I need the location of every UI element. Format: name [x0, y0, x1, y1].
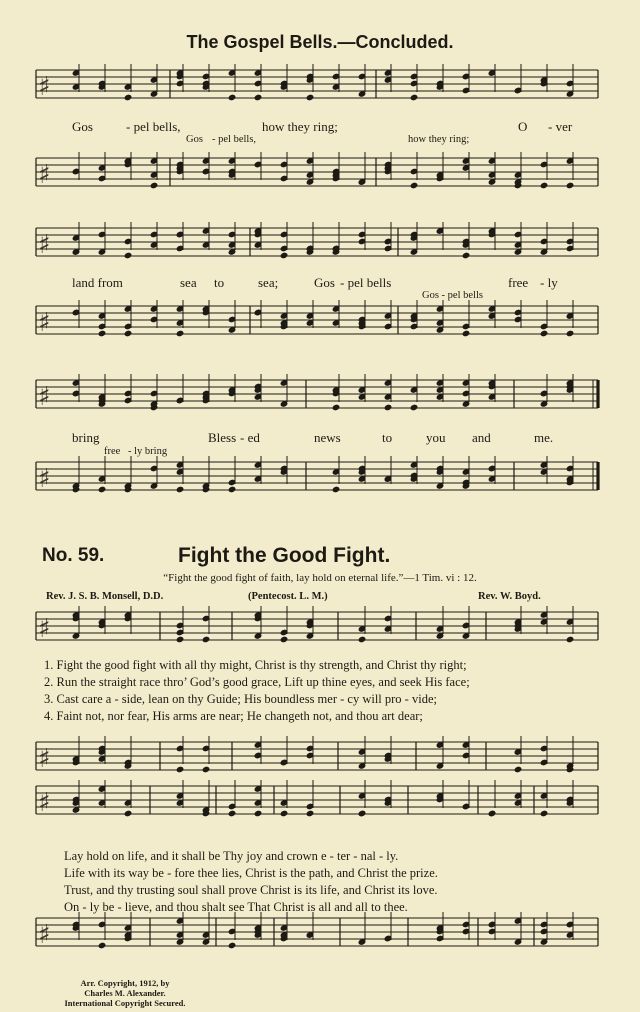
page-title: The Gospel Bells.—Concluded.: [186, 32, 454, 52]
verse-line: 1. Fight the good fight with all thy might, Christ is thy strength, and Christ thy right;: [44, 658, 467, 672]
lyric: and: [472, 430, 491, 445]
copyright-line: Charles M. Alexander.: [84, 988, 166, 998]
lyric-echo: Gos: [186, 134, 203, 145]
lyric: - ly: [540, 275, 558, 290]
svg-text:♯: ♯: [38, 72, 51, 102]
copyright-line: International Copyright Secured.: [64, 998, 186, 1008]
verse-line: 2. Run the straight race thro’ God’s good grace, Lift up thine eyes, and seek His face;: [44, 675, 470, 689]
lyric-echo: how they ring;: [408, 134, 470, 145]
hymn-number: No. 59.: [42, 545, 105, 566]
verse-line: On - ly be - lieve, and thou shalt see That Christ is all and all to thee.: [64, 900, 408, 914]
lyric: O: [518, 119, 528, 134]
verse-line: Lay hold on life, and it shall be Thy joy and crown e - ter - nal - ly.: [64, 849, 399, 863]
lyric-echo: Gos - pel bells: [422, 290, 483, 301]
svg-text:♯: ♯: [38, 230, 51, 260]
lyric: bring: [72, 430, 100, 445]
copyright-line: Arr. Copyright, 1912, by: [80, 978, 170, 988]
svg-text:♯: ♯: [38, 744, 51, 774]
tune-name: (Pentecost. L. M.): [248, 591, 328, 602]
svg-text:♯: ♯: [38, 920, 51, 950]
lyric: how they ring;: [262, 119, 338, 134]
lyric-echo: free: [104, 446, 121, 457]
lyric: - pel bells: [340, 275, 392, 290]
svg-text:♯: ♯: [38, 382, 51, 412]
verse-line: 3. Cast care a - side, lean on thy Guide; His boundless mer - cy will pro - vide;: [44, 692, 437, 706]
lyric: - ver: [548, 119, 573, 134]
lyric: sea: [180, 275, 197, 290]
lyric: to: [382, 430, 393, 445]
lyric: Gos: [314, 275, 335, 290]
lyric: news: [314, 430, 341, 445]
copyright-notice: [40, 978, 210, 1008]
svg-text:♯: ♯: [38, 160, 51, 190]
verse-line: 4. Faint not, nor fear, His arms are near; He changeth not, and thou art dear;: [44, 709, 423, 723]
lyric: - ed: [240, 430, 260, 445]
lyric-echo: - pel bells,: [212, 134, 257, 145]
svg-text:♯: ♯: [38, 464, 51, 494]
lyric: - pel bells,: [126, 119, 181, 134]
hymn-title: Fight the Good Fight.: [178, 544, 391, 567]
lyric-echo: - ly bring: [128, 446, 168, 457]
words-credit: Rev. J. S. B. Monsell, D.D.: [46, 591, 164, 602]
lyric: to: [214, 275, 225, 290]
lyric: me.: [534, 430, 554, 445]
lyric: Gos: [72, 119, 93, 134]
lyric: land from: [72, 275, 123, 290]
lyric: sea;: [258, 275, 279, 290]
music-credit: Rev. W. Boyd.: [478, 591, 541, 602]
svg-text:♯: ♯: [38, 788, 51, 818]
lyric: free: [508, 275, 529, 290]
svg-text:♯: ♯: [38, 614, 51, 644]
verse-line: Life with its way be - fore thee lies, Christ is the path, and Christ the prize.: [64, 866, 438, 880]
lyric: you: [426, 430, 446, 445]
svg-text:♯: ♯: [38, 308, 51, 338]
lyric: Bless: [208, 430, 237, 445]
verse-line: Trust, and thy trusting soul shall prove Christ is its life, and Christ its love.: [64, 883, 438, 897]
scripture-reference: “Fight the good fight of faith, lay hold on eternal life.”—1 Tim. vi : 12.: [163, 572, 477, 584]
